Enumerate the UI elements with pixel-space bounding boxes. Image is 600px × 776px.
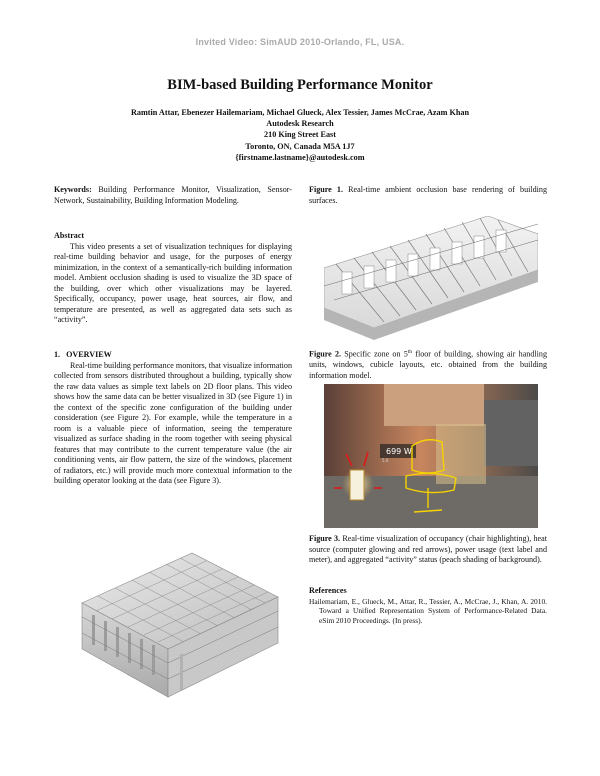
figure1-caption-text: Real-time ambient occlusion base rendering of building surfaces.	[309, 185, 548, 205]
figure3-render	[324, 384, 538, 528]
figure3-label: Figure 3.	[309, 534, 341, 543]
abstract-text: This video presents a set of visualization techniques for displaying real-time building behavior and usage, for the purposes of energy minimization, in the context of a semantically-rich building information model. Ambient occlusion shading is used to visualize the 3D space of the building, over which other visualizations may be layered. Specifically, occupancy, power usage, heat sources, air flow, and temperature are presented, as well as aggregated data sets such as “activity”.	[54, 241, 292, 324]
building-3d-render-graphic	[72, 545, 286, 707]
keywords	[54, 185, 292, 206]
author-names: Ramtin Attar, Ebenezer Hailemariam, Michael Glueck, Alex Tessier, James McCrae, Azam Khan	[130, 108, 470, 117]
power-meter-sublabel: 5.0	[382, 458, 389, 463]
figure2-caption	[309, 347, 547, 381]
figure1-label: Figure 1.	[309, 185, 343, 194]
keywords-text: Building Performance Monitor, Visualization, Sensor-Network, Sustainability, Building Information Modeling.	[54, 185, 292, 205]
references-heading: References	[309, 586, 347, 595]
author-street: 210 King Street East	[264, 130, 336, 140]
figure3-caption-text: Real-time visualization of occupancy (chair highlighting), heat source (computer glowing and red arrows), power usage (text label and meter), and aggregated “activity” status (peach shading of background).	[309, 534, 547, 564]
figure3-image	[324, 384, 538, 528]
reference-item: Hailemariam, E., Glueck, M., Attar, R., Tessier, A., McCrae, J., Khan, A. 2010. Toward a Unified Representation System of Performance-Related Data. eSim 2010 Proceedings. (In press).	[309, 596, 547, 625]
overview-section	[54, 350, 292, 487]
figure2-caption-sup: th	[407, 349, 413, 355]
figure3-caption	[309, 534, 547, 566]
building-3d-render	[72, 545, 286, 707]
power-meter-label: 699 W	[386, 447, 412, 456]
overview-text: Real-time building performance monitors, that visualize information collected from sensors distributed throughout a building, typically show the raw data values as simple text labels on 2D floor plans. This video shows how the same data can be better visualized in 3D (see Figure 1) in the context of the specific zone configuration of the building under consideration (see Figure 2). For example, while the temperature in a room is a valuable piece of information, seeing the temperature visualized as surface shading in the room together with seeing physical features that may contribute to the current temperature value (the air conditioning vents, air flow pattern, the size of the windows, placement of radiators, etc.) will provide much more contextual information to the building operator looking at the data (see Figure 3).	[54, 360, 292, 485]
abstract-section	[54, 231, 292, 326]
figure2-caption-pre: Specific zone on 5	[344, 349, 408, 359]
figure1-image	[324, 216, 538, 340]
author-org: Autodesk Research	[266, 119, 334, 129]
figure2-caption-post: floor of building, showing air handling units, windows, cubicle layouts, etc. obtained from the building information model.	[309, 349, 547, 380]
figure1-render	[324, 216, 538, 340]
figure1-caption	[309, 185, 547, 206]
invited-video-note: Invited Video: SimAUD 2010-Orlando, FL, USA.	[195, 37, 405, 47]
keywords-label: Keywords:	[54, 185, 92, 194]
figure2-label: Figure 2.	[309, 349, 342, 359]
author-block	[0, 107, 600, 163]
abstract-heading: Abstract	[54, 231, 85, 240]
author-city: Toronto, ON, Canada M5A 1J7	[245, 141, 355, 151]
references-section	[309, 586, 547, 625]
author-email: {firstname.lastname}@autodesk.com	[235, 152, 365, 162]
overview-heading: 1. OVERVIEW	[54, 350, 112, 359]
paper-title: BIM-based Building Performance Monitor	[167, 77, 433, 93]
